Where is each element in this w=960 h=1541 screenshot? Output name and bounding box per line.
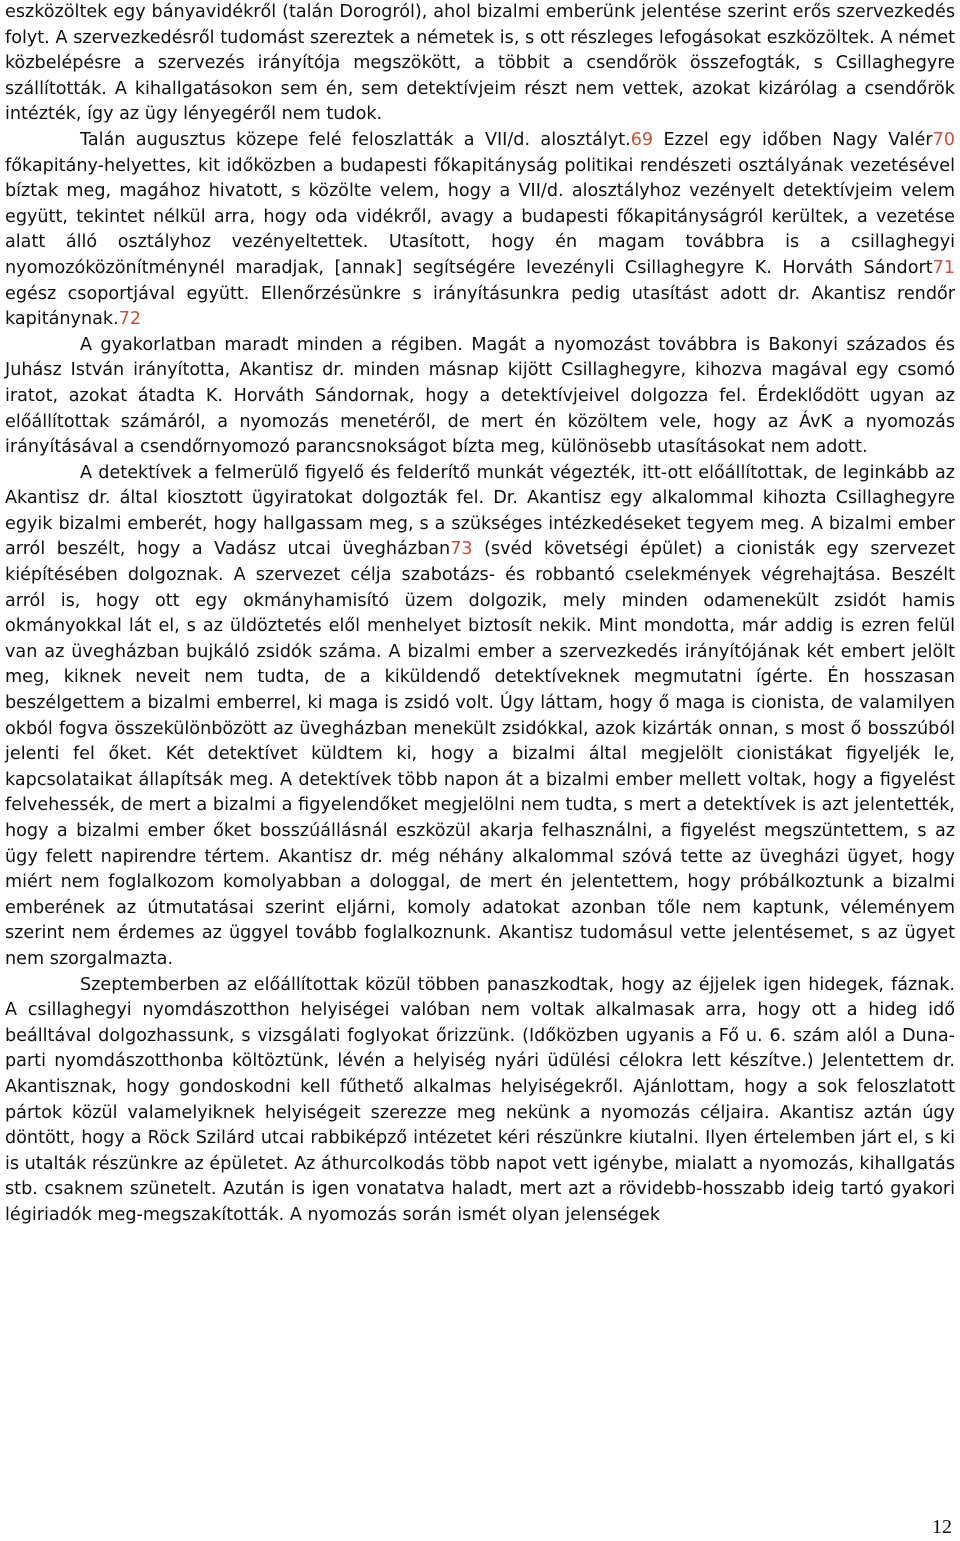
footnote-reference: 73	[450, 539, 473, 560]
paragraph	[5, 973, 955, 1229]
page-number: 12	[932, 1516, 952, 1538]
paragraph-text: A detektívek a felmerülő figyelő és felderítő munkát végezték, itt-ott előállítottak, de leginkább az Akantisz dr. által kiosztott ügyiratokat dolgozták fel. Dr. Akantisz egy alkalommal kihozta Csillaghegyre egyik bizalmi emberét, hogy hallgassam meg, s a szükséges intézkedéseket tegyem meg. A bizalmi ember arról beszélt, hogy a Vadász utcai üvegházban	[5, 462, 955, 560]
footnote-reference: 71	[932, 257, 955, 278]
paragraph-text: Talán augusztus közepe felé feloszlatták a VII/d. alosztályt.	[80, 129, 631, 150]
paragraph	[5, 461, 955, 973]
footnote-reference: 70	[932, 129, 955, 150]
paragraph-text: (svéd követségi épület) a cionisták egy szervezet kiépítésében dolgoznak. A szervezet célja szabotázs- és robbantó cselekmények végrehajtása. Beszélt arról is, hogy ott egy okmányhamisító üzem dolgozik, mely minden odamenekült zsidót hamis okmányokkal lát el, s az üldöztetés elől menhelyet biztosít nekik. Mint mondotta, már addig is ezren felül van az üvegházban bujkáló zsidók száma. A bizalmi ember a szervezkedés irányítójának két embert jelölt meg, kiknek neveit nem tudta, de a kiküldendő detektíveknek megmutatni ígérte. Én hosszasan beszélgettem a bizalmi emberrel, ki maga is zsidó volt. Úgy láttam, hogy ő maga is cionista, de valamilyen okból fogva összekülönbözött az üvegházban menekült zsidókkal, azok kizárták onnan, s most ő bosszúból jelenti fel őket. Két detektívet küldtem ki, hogy a bizalmi által megjelölt cionistákat figyeljék le, kapcsolataikat állapítsák meg. A detektívek több napon át a bizalmi ember mellett voltak, hogy a figyelést felvehessék, de mert a bizalmi a figyelendőket megjelölni nem tudta, s mert a detektívek is azt jelentették, hogy a bizalmi ember őket bosszúállásnál eszközül akarja felhasználni, a figyelést megszüntettem, s az ügy felett napirendre tértem. Akantisz dr. még néhány alkalommal szóvá tette az üvegházi ügyet, hogy miért nem foglalkozom komolyabban a dologgal, de mert én jelentettem, hogy próbálkoztunk a bizalmi emberének az útmutatásai szerint eljárni, komoly adatokat azonban tőle nem kaptunk, véleményem szerint nem érdemes az üggyel tovább foglalkoznunk. Akantisz tudomásul vette jelentésemet, s az ügyet nem szorgalmazta.	[5, 539, 955, 969]
paragraph	[5, 333, 955, 461]
document-body	[5, 0, 955, 1229]
paragraph	[5, 128, 955, 333]
paragraph-text: Szeptemberben az előállítottak közül többen panaszkodtak, hogy az éjjelek igen hidegek, fáznak. A csillaghegyi nyomdászotthon helyiségei valóban nem voltak alkalmasak arra, hogy ott a hideg idő beálltával dolgozhassunk, s vizsgálati foglyokat őrizzünk. (Időközben ugyanis a Fő u. 6. szám alól a Duna-parti nyomdászotthonba költöztünk, lévén a helyiség nyári üdülési célokra lett készítve.) Jelentettem dr. Akantisznak, hogy gondoskodni kell fűthető alkalmas helyiségekről. Ajánlottam, hogy a sok feloszlatott pártok közül valamelyiknek helyiségeit szerezze meg nekünk a nyomozás céljaira. Akantisz aztán úgy döntött, hogy a Röck Szilárd utcai rabbiképző intézetet kéri részünkre kiutalni. Ilyen értelemben járt el, s ki is utalták részünkre az épületet. Az áthurcolkodás több napot vett igénybe, mialatt a nyomozás, kihallgatás stb. csaknem szünetelt. Azután is igen vonatatva haladt, mert azt a rövidebb-hosszabb ideig tartó gyakori légiriadók meg-megszakították. A nyomozás során ismét olyan jelenségek	[5, 974, 955, 1225]
paragraph	[5, 0, 955, 128]
footnote-reference: 69	[630, 129, 654, 150]
paragraph-text: Ezzel egy időben Nagy Valér	[653, 129, 933, 150]
paragraph-text: eszközöltek egy bányavidékről (talán Dorogról), ahol bizalmi emberünk jelentése szerint erős szervezkedés folyt. A szervezkedésről tudomást szereztek a németek is, s ott részleges lefogásokat eszközöltek. A német közbelépésre a szervezés irányítója megszökött, a többit a csendőrök összefogták, s Csillaghegyre szállították. A kihallgatásokon sem én, sem detektívjeim részt nem vettek, azokat kizárólag a csendőrök intézték, így az ügy lényegéről nem tudok.	[5, 2, 955, 125]
paragraph-text: egész csoportjával együtt. Ellenőrzésünkre s irányításunkra pedig utasítást adott dr. Akantisz rendőr kapitánynak.	[5, 283, 955, 330]
paragraph-text: főkapitány-helyettes, kit időközben a budapesti főkapitányság politikai rendészeti osztályának vezetésével bíztak meg, magához hivatott, s közölte velem, hogy a VII/d. alosztályhoz vezényelt detektívjeim velem együtt, tekintet nélkül arra, hogy oda vidékről, avagy a budapesti főkapitányságról kerültek, a vezetése alatt álló osztályhoz vezényeltettek. Utasított, hogy én magam továbbra is a csillaghegyi nyomozóközönítménynél maradjak, [annak] segítségére levezényli Csillaghegyre K. Horváth Sándort	[5, 155, 955, 278]
paragraph-text: A gyakorlatban maradt minden a régiben. Magát a nyomozást továbbra is Bakonyi százados és Juhász István irányította, Akantisz dr. minden másnap kijött Csillaghegyre, kihozva magával egy csomó iratot, azokat átadta K. Horváth Sándornak, hogy a detektívjeivel dolgozza fel. Érdeklődött ugyan az előállítottak számáról, a nyomozás menetéről, de mert én közöltem vele, hogy az ÁvK a nyomozás irányításával a csendőrnyomozó parancsnokságot bízta meg, különösebb utasításokat nem adott.	[5, 334, 955, 458]
footnote-reference: 72	[118, 309, 142, 330]
